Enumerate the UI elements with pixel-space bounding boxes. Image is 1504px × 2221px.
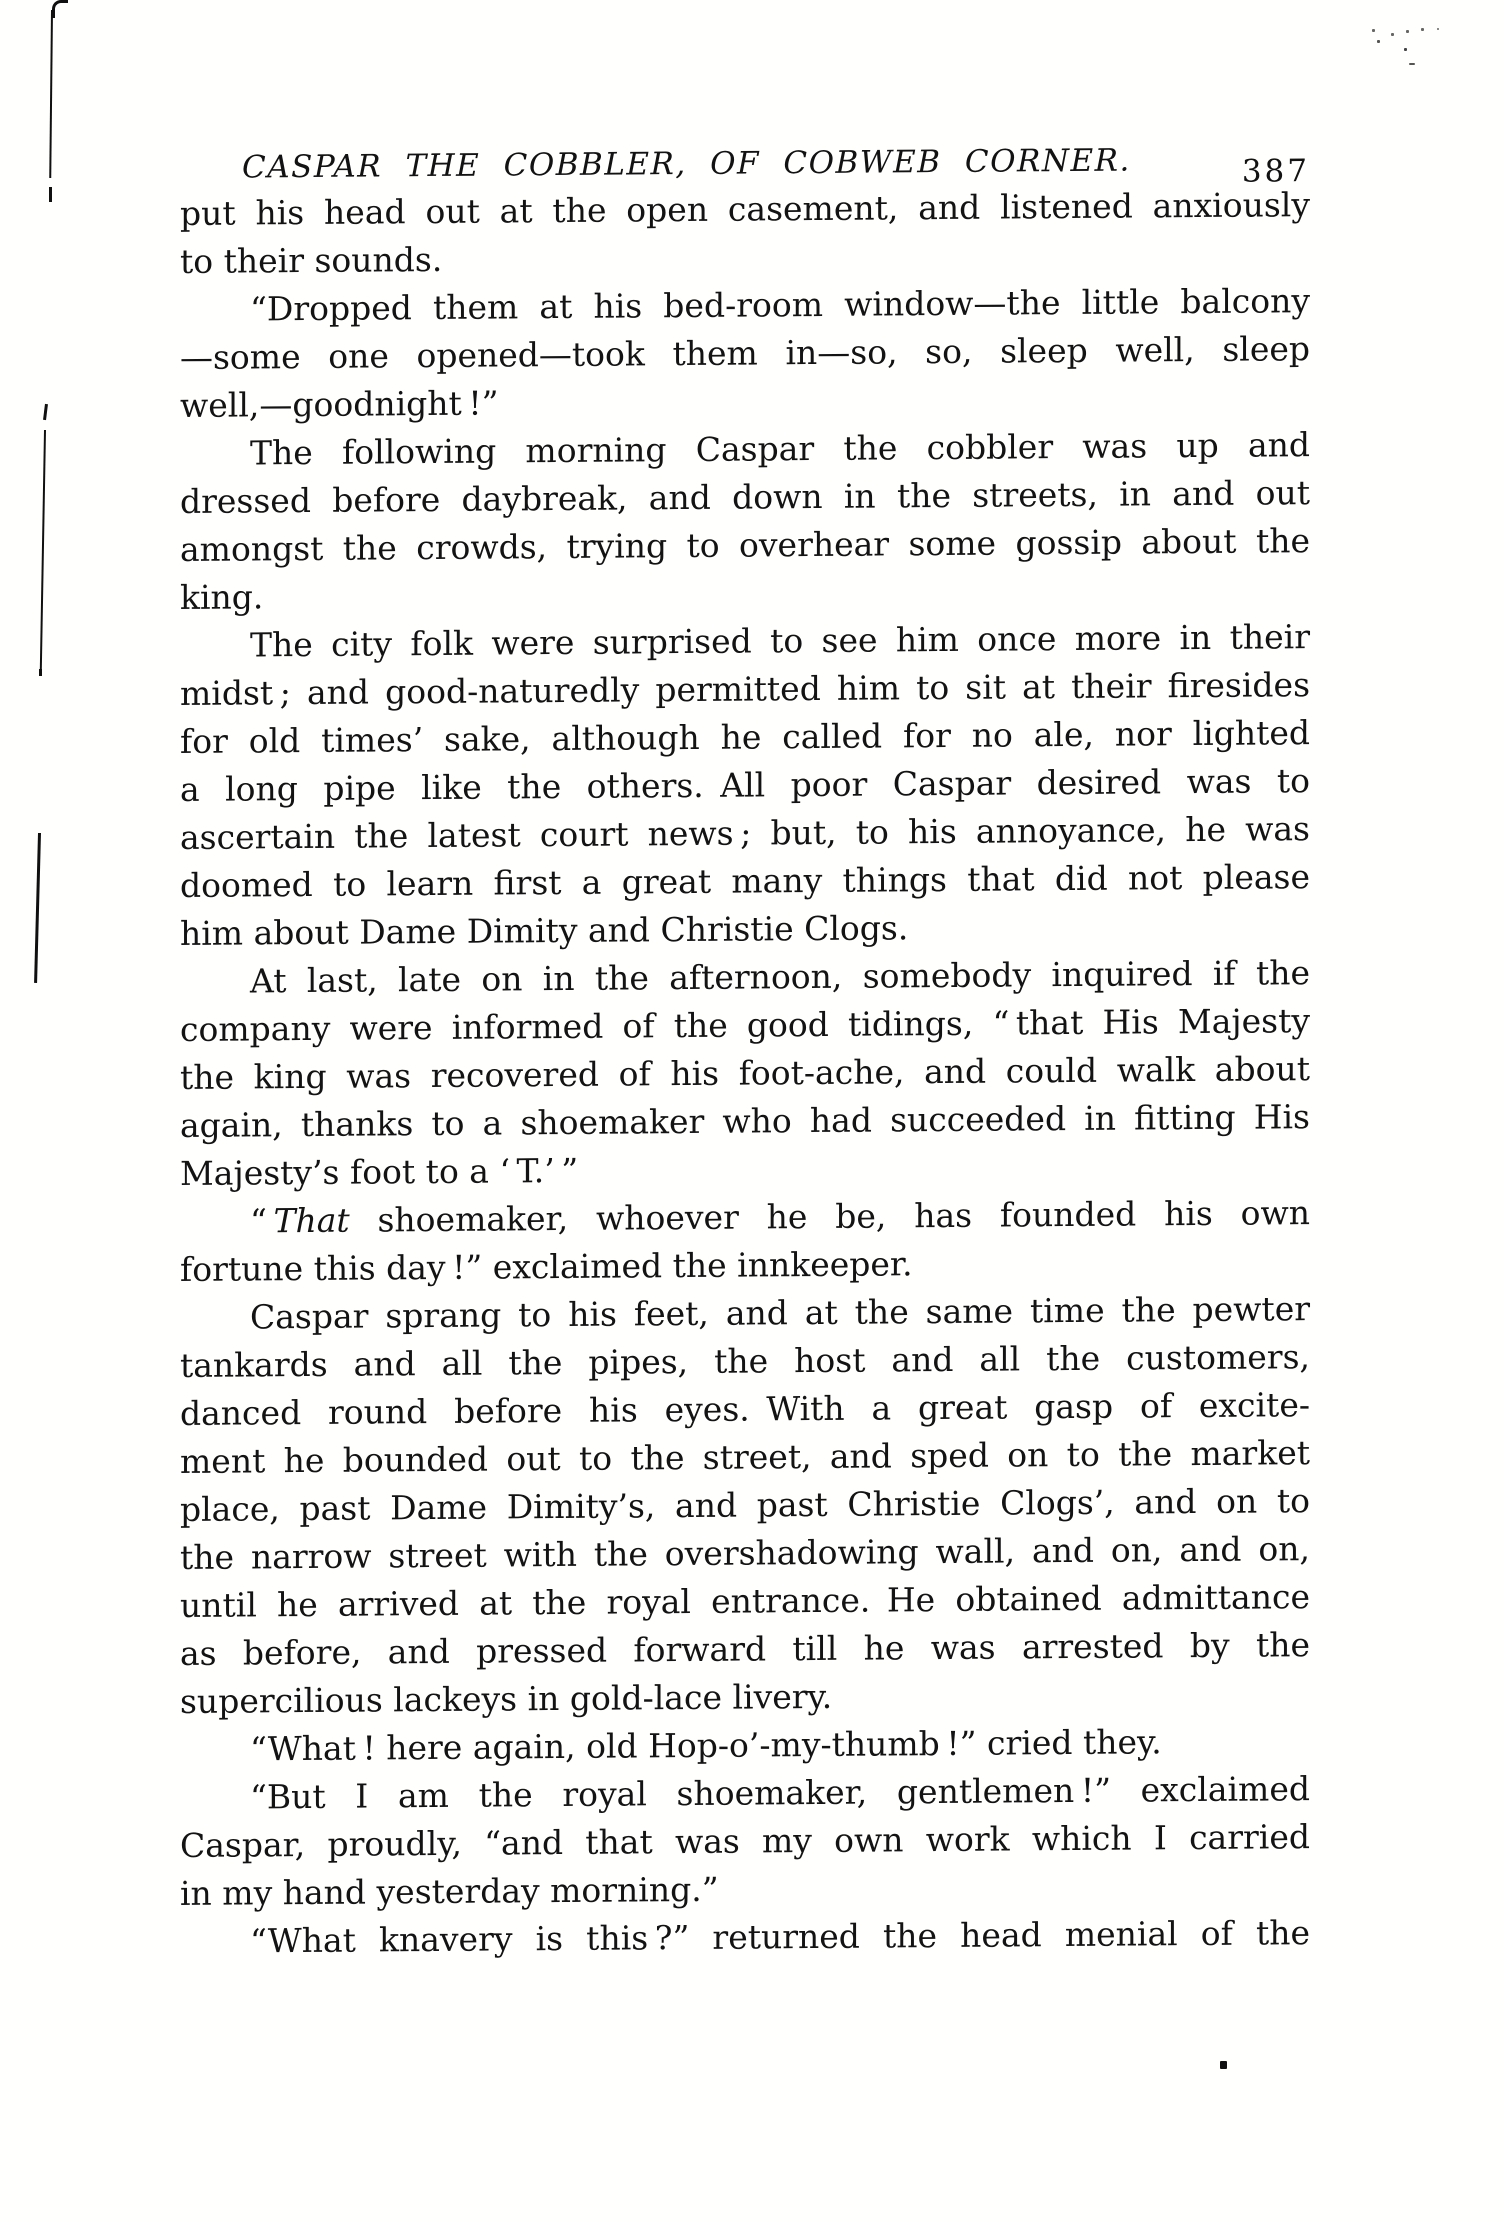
text-line: The following morning Caspar the cobbler was up and (250, 425, 1310, 473)
text-line: “What ! here again, old Hop-o’-my-thumb !” cried they. (250, 1722, 1162, 1769)
text-line: for old times’ sake, although he called for no ale, nor lighted (180, 713, 1310, 761)
scan-tick-mark (43, 404, 48, 420)
text-line: in my hand yesterday morning.” (180, 1869, 719, 1913)
text-line: supercilious lackeys in gold-lace livery. (180, 1676, 833, 1721)
text-line: king. (180, 577, 264, 617)
scan-speckle (1391, 33, 1394, 36)
scan-speckle (1404, 48, 1407, 51)
paragraph (180, 1285, 1310, 1726)
text-line: fortune this day !” exclaimed the innkeeper. (180, 1244, 913, 1289)
text-line: Caspar, proudly, “and that was my own work which I carried (180, 1817, 1310, 1865)
text-line: doomed to learn first a great many things that did not please (180, 857, 1310, 905)
text-segment: “ (250, 1201, 274, 1241)
page-header (180, 141, 1310, 190)
text-line: the king was recovered of his foot-ache, and could walk about (180, 1049, 1310, 1097)
text-line (180, 1189, 1310, 1246)
text-line: well,—goodnight !” (180, 383, 499, 425)
page-number: 387 (1241, 153, 1310, 190)
scan-speckle (1437, 28, 1439, 30)
scan-speckle (1409, 63, 1415, 65)
text-line: tankards and all the pipes, the host and all the customers, (180, 1337, 1310, 1385)
scan-speckle (1406, 30, 1409, 33)
text-line: Majesty’s foot to a ‘ T.’ ” (180, 1150, 579, 1193)
scan-crease-line-top (49, 10, 53, 178)
text-line: danced round before his eyes. With a great gasp of excite- (180, 1385, 1310, 1433)
text-line: “But I am the royal shoemaker, gentlemen !” exclaimed (250, 1769, 1310, 1817)
scan-dot-mark-bottom (1220, 2061, 1227, 2069)
text-line: midst ; and good-naturedly permitted him to sit at their firesides (180, 665, 1310, 713)
text-line: amongst the crowds, trying to overhear some gossip about the (180, 521, 1310, 569)
scan-crease-line-middle (40, 430, 46, 675)
text-line: company were informed of the good tidings, “ that His Majesty (180, 1001, 1310, 1049)
scan-dot-mark (39, 669, 42, 676)
italic-text-segment: That (273, 1200, 350, 1241)
text-line: dressed before daybreak, and down in the streets, in and out (180, 473, 1310, 521)
page-body (180, 181, 1310, 1966)
text-line: Caspar sprang to his feet, and at the same time the pewter (250, 1289, 1310, 1337)
scan-tick-mark (49, 187, 52, 202)
paragraph (180, 181, 1310, 286)
paragraph (180, 949, 1310, 1198)
text-line: ascertain the latest court news ; but, to his annoyance, he was (180, 809, 1310, 857)
text-line: again, thanks to a shoemaker who had succeeded in fitting His (180, 1097, 1310, 1145)
paragraph (180, 277, 1310, 430)
text-line: “What knavery is this ?” returned the head menial of the (250, 1913, 1310, 1961)
scan-crease-hook-mark (52, 0, 68, 18)
paragraph (180, 1909, 1310, 1966)
text-line: The city folk were surprised to see him once more in their (250, 617, 1310, 665)
scan-speckle (1372, 29, 1375, 32)
text-line: to their sounds. (180, 239, 443, 281)
text-line: him about Dame Dimity and Christie Clogs. (180, 908, 909, 953)
scan-speckle (1421, 28, 1424, 31)
text-segment: shoemaker, whoever he be, has founded his own (349, 1193, 1310, 1240)
text-line: a long pipe like the others. All poor Caspar desired was to (180, 761, 1310, 809)
text-line: place, past Dame Dimity’s, and past Christie Clogs’, and on to (180, 1481, 1310, 1529)
text-line: put his head out at the open casement, and listened anxiously (180, 185, 1310, 233)
paragraph (180, 613, 1310, 958)
scan-crease-line-lower (34, 833, 41, 983)
paragraph (180, 1189, 1310, 1294)
scan-speckle (1377, 40, 1380, 43)
text-line: until he arrived at the royal entrance. He obtained admittance (180, 1577, 1310, 1625)
text-line: as before, and pressed forward till he was arrested by the (180, 1625, 1310, 1673)
text-line: “Dropped them at his bed-room window—the little balcony (250, 281, 1310, 329)
paragraph (180, 1765, 1310, 1918)
text-line: At last, late on in the afternoon, somebody inquired if the (250, 953, 1310, 1001)
paragraph (180, 421, 1310, 622)
text-line: ment he bounded out to the street, and sped on to the market (180, 1433, 1310, 1481)
running-title: CASPAR THE COBBLER, OF COBWEB CORNER. (242, 142, 1131, 186)
text-line: the narrow street with the overshadowing wall, and on, and on, (180, 1529, 1310, 1577)
text-line: —some one opened—took them in—so, so, sleep well, sleep (180, 329, 1310, 377)
